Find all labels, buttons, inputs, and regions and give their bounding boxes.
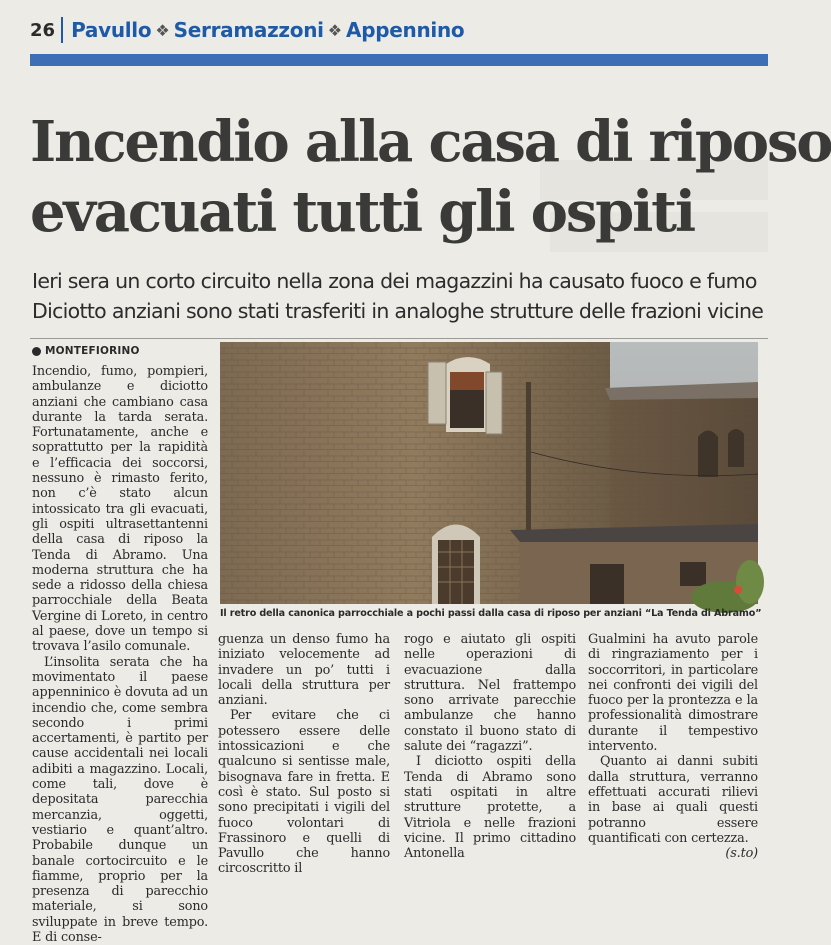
headline-line-1: Incendio alla casa di riposo	[30, 109, 831, 175]
paragraph: guenza un denso fumo ha iniziato velocemente ad invadere un po’ tutti i locali della struttura per anziani.	[218, 632, 390, 709]
author-signature: (s.to)	[725, 846, 758, 862]
paragraph: Incendio, fumo, pompieri, ambulanze e diciotto anziani che cambiano casa durante la tarda serata. Fortunatamente, anche e soprattutto per la rapidità e l’efficacia dei soccorsi, nessuno è rimasto ferito, non c’è stato alcun intossicato tra gli evacuati, gli ospiti ultrasettantenni della casa di riposo la Tenda di Abramo. Una moderna struttura che ha sede a ridosso della chiesa parrocchiale della Beata Vergine di Loreto, in centro al paese, dove un tempo si trovava l’asilo comunale.	[32, 364, 208, 655]
section-serramazzoni: Serramazzoni	[173, 18, 324, 42]
paragraph: Per evitare che ci potessero essere delle intossicazioni e che qualcuno si sentisse male, bisognava fare in fretta. E così è stato. Sul posto si sono precipitati i vigili del fuoco volontari di Frassinoro e quelli di Pavullo che hanno circoscritto il	[218, 708, 390, 877]
section-appennino: Appennino	[346, 18, 465, 42]
headline-line-2: evacuati tutti gli ospiti	[30, 179, 694, 245]
header-divider	[61, 17, 63, 43]
dateline-text: MONTEFIORINO	[45, 345, 140, 357]
diamond-separator-icon: ❖	[155, 20, 170, 40]
paragraph: Gualmini ha avuto parole di ringraziamento per i soccorritori, in particolare nei confronti dei vigili del fuoco per la prontezza e la professionalità dimostrare durante il tempestivo intervento.	[588, 632, 758, 755]
page-header	[30, 14, 464, 46]
article-photo	[220, 342, 758, 604]
paragraph-text: Quanto ai danni subiti dalla struttura, verranno effettuati accurati rilievi in base ai quali questi potranno essere quantificati con certezza.	[588, 754, 758, 846]
section-rule	[30, 338, 768, 339]
article-column-4	[588, 632, 758, 861]
paragraph	[588, 754, 758, 862]
article-column-2	[218, 632, 390, 877]
photo-caption: Il retro della canonica parrocchiale a pochi passi dalla casa di riposo per anziani “La Tenda di Abramo”	[220, 608, 762, 619]
paragraph: rogo e aiutato gli ospiti nelle operazioni di evacuazione dalla struttura. Nel frattempo sono arrivate parecchie ambulanze che hanno constato il buono stato di salute dei “ragazzi”.	[404, 632, 576, 755]
article-column-1	[32, 364, 208, 945]
section-pavullo: Pavullo	[71, 18, 152, 42]
subheadline-line-1: Ieri sera un corto circuito nella zona dei magazzini ha causato fuoco e fumo	[32, 269, 757, 293]
article-column-3	[404, 632, 576, 861]
bullet-icon	[32, 347, 41, 356]
subheadline-line-2: Diciotto anziani sono stati trasferiti in analoghe strutture delle frazioni vicine	[32, 299, 764, 323]
header-color-band	[30, 54, 768, 66]
paragraph: L’insolita serata che ha movimentato il paese appenninico è dovuta ad un incendio che, come sembra secondo i primi accertamenti, è partito per cause accidentali nei locali adibiti a magazzino. Locali, come tali, dove è depositata parecchia mercanzia, oggetti, vestiario e quant’altro. Probabile dunque un banale cortocircuito e le fiamme, proprio per la presenza di parecchio materiale, si sono sviluppate in breve tempo. E di conse-	[32, 654, 208, 945]
page-number: 26	[30, 19, 56, 41]
dateline	[32, 345, 140, 357]
paragraph: I diciotto ospiti della Tenda di Abramo sono stati ospitati in altre strutture protette, a Vitriola e nelle frazioni vicine. Il primo cittadino Antonella	[404, 754, 576, 862]
building-photo-illustration	[220, 342, 758, 604]
diamond-separator-icon: ❖	[327, 20, 343, 40]
